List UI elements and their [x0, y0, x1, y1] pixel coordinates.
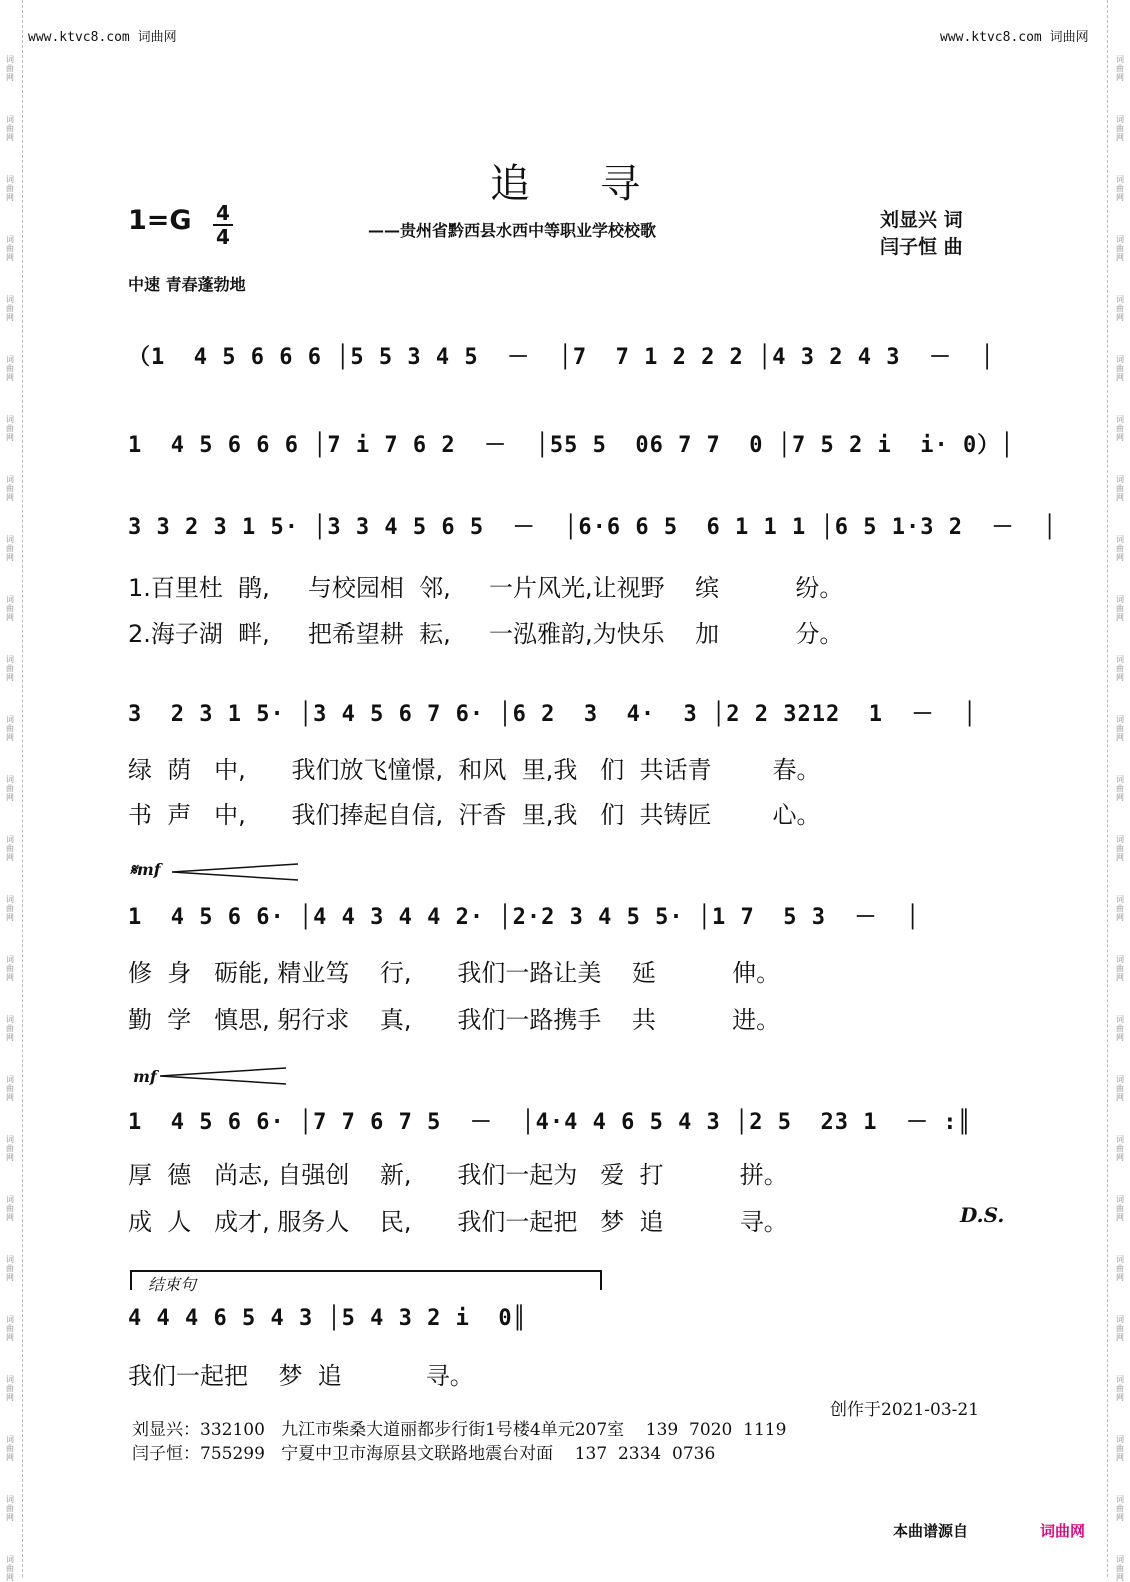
side-watermark: 词 曲 网: [6, 115, 14, 142]
side-watermark: 词 曲 网: [6, 715, 14, 742]
side-watermark: 词 曲 网: [6, 595, 14, 622]
side-watermark: 词 曲 网: [1116, 355, 1124, 382]
time-signature: [213, 203, 233, 247]
side-watermark: 词 曲 网: [6, 475, 14, 502]
score-line-2: 1 4 5 6 6 6 │7 i 7 6 2 － │55 5 06 7 7 0 │7 5 2 i i· 0）│: [128, 433, 1015, 458]
side-watermark: 词 曲 网: [1116, 175, 1124, 202]
side-watermark: 词 曲 网: [1116, 835, 1124, 862]
side-watermark: 词 曲 网: [6, 655, 14, 682]
segno-mf-marking: 𝄋mf: [130, 860, 161, 879]
score-line-4: 3 2 3 1 5· │3 4 5 6 7 6· │6 2 3 4· 3 │2 2 3212 1 － │: [128, 702, 978, 727]
score-line-1: （1 4 5 6 6 6 │5 5 3 4 5 － │7 7 1 2 2 2 │4 3 2 4 3 － │: [128, 345, 995, 370]
tempo-marking: 中速 青春蓬勃地: [128, 275, 246, 294]
song-title: 追寻: [490, 161, 710, 207]
lyric-line-7: 我们一起把 梦 追 寻。: [128, 1362, 474, 1390]
side-watermark: 词 曲 网: [6, 415, 14, 442]
score-line-5: 1 4 5 6 6· │4 4 3 4 4 2· │2·2 3 4 5 5· │1 7 5 3 － │: [128, 905, 921, 930]
side-watermark: 词 曲 网: [6, 1315, 14, 1342]
side-watermark: 词 曲 网: [6, 55, 14, 82]
side-watermark: 词 曲 网: [6, 835, 14, 862]
dal-segno-marking: D.S.: [960, 1203, 1005, 1227]
source-site-link[interactable]: 词曲网: [1040, 1522, 1086, 1540]
side-watermark: 词 曲 网: [1116, 235, 1124, 262]
lyric-line-6b: 成 人 成才, 服务人 民, 我们一起把 梦 追 寻。: [128, 1208, 788, 1236]
side-watermark: 词 曲 网: [6, 775, 14, 802]
site-header-right: www.ktvc8.com 词曲网: [940, 30, 1089, 45]
side-watermark: 词 曲 网: [6, 1135, 14, 1162]
source-label: 本曲谱源自: [893, 1522, 969, 1540]
ending-bracket: [130, 1270, 602, 1290]
side-watermark: 词 曲 网: [1116, 715, 1124, 742]
side-watermark: 词 曲 网: [1116, 535, 1124, 562]
contact-composer: 闫子恒：755299 宁夏中卫市海原县文联路地震台对面 137 2334 0736: [132, 1444, 716, 1464]
lyric-line-4b: 书 声 中, 我们捧起自信, 汗香 里,我 们 共铸匠 心。: [128, 801, 821, 829]
side-watermark: 词 曲 网: [6, 1435, 14, 1462]
side-watermark: 词 曲 网: [1116, 895, 1124, 922]
side-watermark: 词 曲 网: [6, 235, 14, 262]
lyricist-credit: 刘显兴 词: [880, 209, 963, 231]
side-watermark: 词 曲 网: [6, 1375, 14, 1402]
side-watermark: 词 曲 网: [1116, 1555, 1124, 1582]
composer-credit: 闫子恒 曲: [880, 236, 963, 258]
side-watermark: 词 曲 网: [1116, 55, 1124, 82]
side-watermark: 词 曲 网: [1116, 1135, 1124, 1162]
score-line-3: 3 3 2 3 1 5· │3 3 4 5 6 5 － │6·6 6 5 6 1 1 1 │6 5 1·3 2 － │: [128, 515, 1058, 540]
side-watermark: 词 曲 网: [1116, 1435, 1124, 1462]
side-watermark: 词 曲 网: [1116, 655, 1124, 682]
side-watermark: 词 曲 网: [6, 1495, 14, 1522]
side-watermark: 词 曲 网: [6, 355, 14, 382]
lyric-line-6a: 厚 德 尚志, 自强创 新, 我们一起为 爱 打 拼。: [128, 1161, 788, 1189]
lyric-line-4a: 绿 荫 中, 我们放飞憧憬, 和风 里,我 们 共话青 春。: [128, 756, 821, 784]
side-watermark: 词 曲 网: [6, 1015, 14, 1042]
side-watermark: 词 曲 网: [1116, 1015, 1124, 1042]
side-watermark: 词 曲 网: [6, 1075, 14, 1102]
score-line-7: 4 4 4 6 5 4 3 │5 4 3 2 i 0║: [128, 1306, 527, 1331]
side-watermark: 词 曲 网: [1116, 295, 1124, 322]
side-watermark: 词 曲 网: [6, 895, 14, 922]
site-header-left: www.ktvc8.com 词曲网: [28, 30, 177, 45]
side-watermark: 词 曲 网: [1116, 1375, 1124, 1402]
key-signature: 1=G: [128, 205, 192, 236]
side-watermark: 词 曲 网: [1116, 1075, 1124, 1102]
side-watermark: 词 曲 网: [1116, 1195, 1124, 1222]
side-watermark: 词 曲 网: [6, 1255, 14, 1282]
song-subtitle: ——贵州省黔西县水西中等职业学校校歌: [368, 221, 657, 240]
lyric-line-5b: 勤 学 慎思, 躬行求 真, 我们一路携手 共 进。: [128, 1006, 781, 1034]
lyric-line-3b: 2.海子湖 畔, 把希望耕 耘, 一泓雅韵,为快乐 加 分。: [128, 620, 844, 648]
side-watermark: 词 曲 网: [1116, 775, 1124, 802]
ending-label: 结束句: [148, 1275, 197, 1294]
side-watermark: 词 曲 网: [6, 955, 14, 982]
side-watermark: 词 曲 网: [1116, 1495, 1124, 1522]
side-watermark: 词 曲 网: [1116, 595, 1124, 622]
score-line-6: 1 4 5 6 6· │7 7 6 7 5 － │4·4 4 6 5 4 3 │2 5 23 1 － :║: [128, 1110, 972, 1135]
side-watermark: 词 曲 网: [1116, 1315, 1124, 1342]
crescendo-hairpin-1: [170, 862, 300, 882]
crescendo-hairpin-2: [158, 1066, 288, 1086]
side-watermark: 词 曲 网: [1116, 115, 1124, 142]
side-watermark: 词 曲 网: [1116, 475, 1124, 502]
time-top: 4: [216, 201, 230, 225]
side-watermark: 词 曲 网: [6, 175, 14, 202]
side-watermark: 词 曲 网: [1116, 1255, 1124, 1282]
creation-date: 创作于2021-03-21: [830, 1400, 980, 1420]
side-watermark: 词 曲 网: [6, 295, 14, 322]
side-watermark: 词 曲 网: [1116, 415, 1124, 442]
side-watermark: 词 曲 网: [6, 1195, 14, 1222]
lyric-line-5a: 修 身 砺能, 精业笃 行, 我们一路让美 延 伸。: [128, 959, 781, 987]
mf-marking: mf: [133, 1067, 157, 1086]
time-bottom: 4: [216, 225, 230, 249]
side-watermark: 词 曲 网: [6, 535, 14, 562]
lyric-line-3a: 1.百里杜 鹃, 与校园相 邻, 一片风光,让视野 缤 纷。: [128, 574, 844, 602]
contact-lyricist: 刘显兴：332100 九江市柴桑大道丽都步行街1号楼4单元207室 139 7020 1119: [132, 1420, 787, 1440]
side-watermark: 词 曲 网: [6, 1555, 14, 1582]
side-watermark: 词 曲 网: [1116, 955, 1124, 982]
